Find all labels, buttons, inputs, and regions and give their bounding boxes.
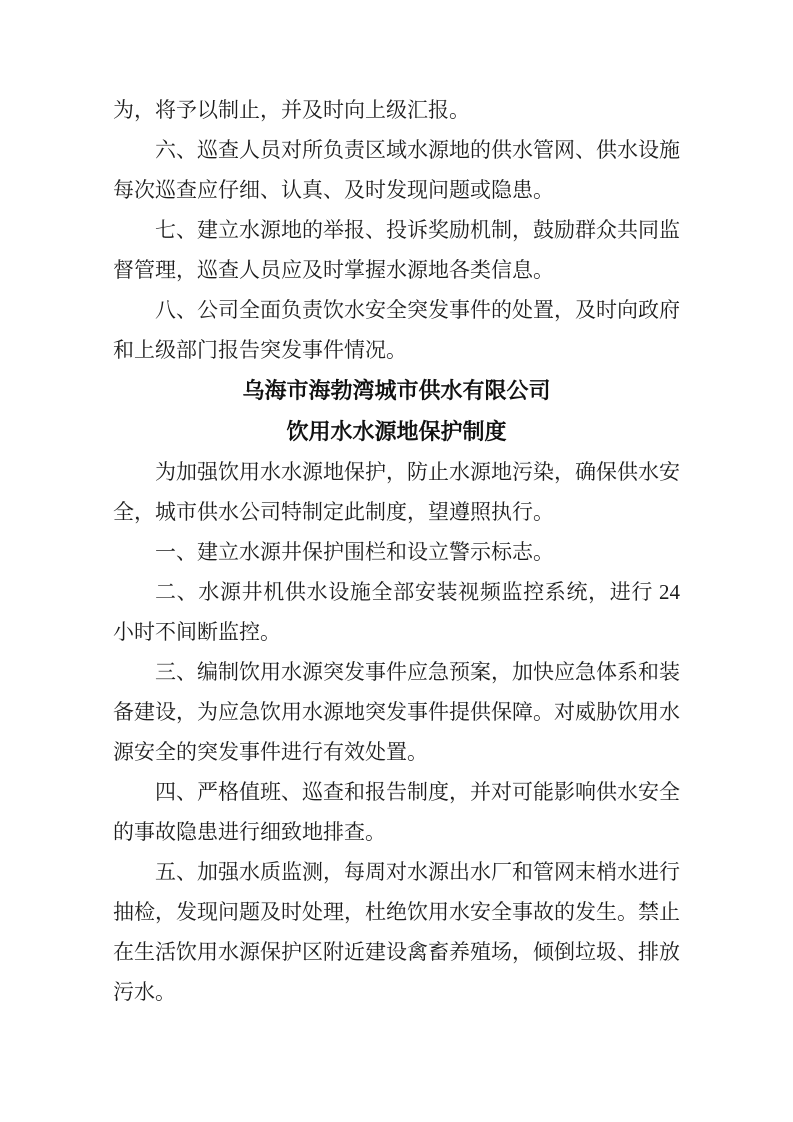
paragraph-item-4: 四、严格值班、巡查和报告制度，并对可能影响供水安全的事故隐患进行细致地排查。 <box>113 780 680 844</box>
paragraph-continuation: 为，将予以制止，并及时向上级汇报。 <box>113 98 470 122</box>
paragraph-item-5: 五、加强水质监测，每周对水源出水厂和管网末梢水进行抽检，发现问题及时处理，杜绝饮用水安全事故的发生。禁止在生活饮用水源保护区附近建设禽畜养殖场，倾倒垃圾、排放污水。 <box>113 860 680 1004</box>
paragraph-item-6: 六、巡查人员对所负责区域水源地的供水管网、供水设施每次巡查应仔细、认真、及时发现问题或隐患。 <box>113 138 680 202</box>
company-name-heading: 乌海市海勃湾城市供水有限公司 <box>242 378 551 403</box>
paragraph-item-3: 三、编制饮用水源突发事件应急预案，加快应急体系和装备建设，为应急饮用水源地突发事件提供保障。对威胁饮用水源安全的突发事件进行有效处置。 <box>113 660 680 764</box>
paragraph-item-2: 二、水源井机供水设施全部安装视频监控系统，进行 24 小时不间断监控。 <box>113 580 680 644</box>
paragraph-item-8: 八、公司全面负责饮水安全突发事件的处置，及时向政府和上级部门报告突发事件情况。 <box>113 298 680 362</box>
document-body <box>113 90 680 1012</box>
document-title-heading: 饮用水水源地保护制度 <box>286 419 507 444</box>
paragraph-item-1: 一、建立水源井保护围栏和设立警示标志。 <box>155 540 554 564</box>
paragraph-item-7: 七、建立水源地的举报、投诉奖励机制，鼓励群众共同监督管理，巡查人员应及时掌握水源地各类信息。 <box>113 218 680 282</box>
paragraph-intro: 为加强饮用水水源地保护，防止水源地污染，确保供水安全，城市供水公司特制定此制度，望遵照执行。 <box>113 460 680 524</box>
